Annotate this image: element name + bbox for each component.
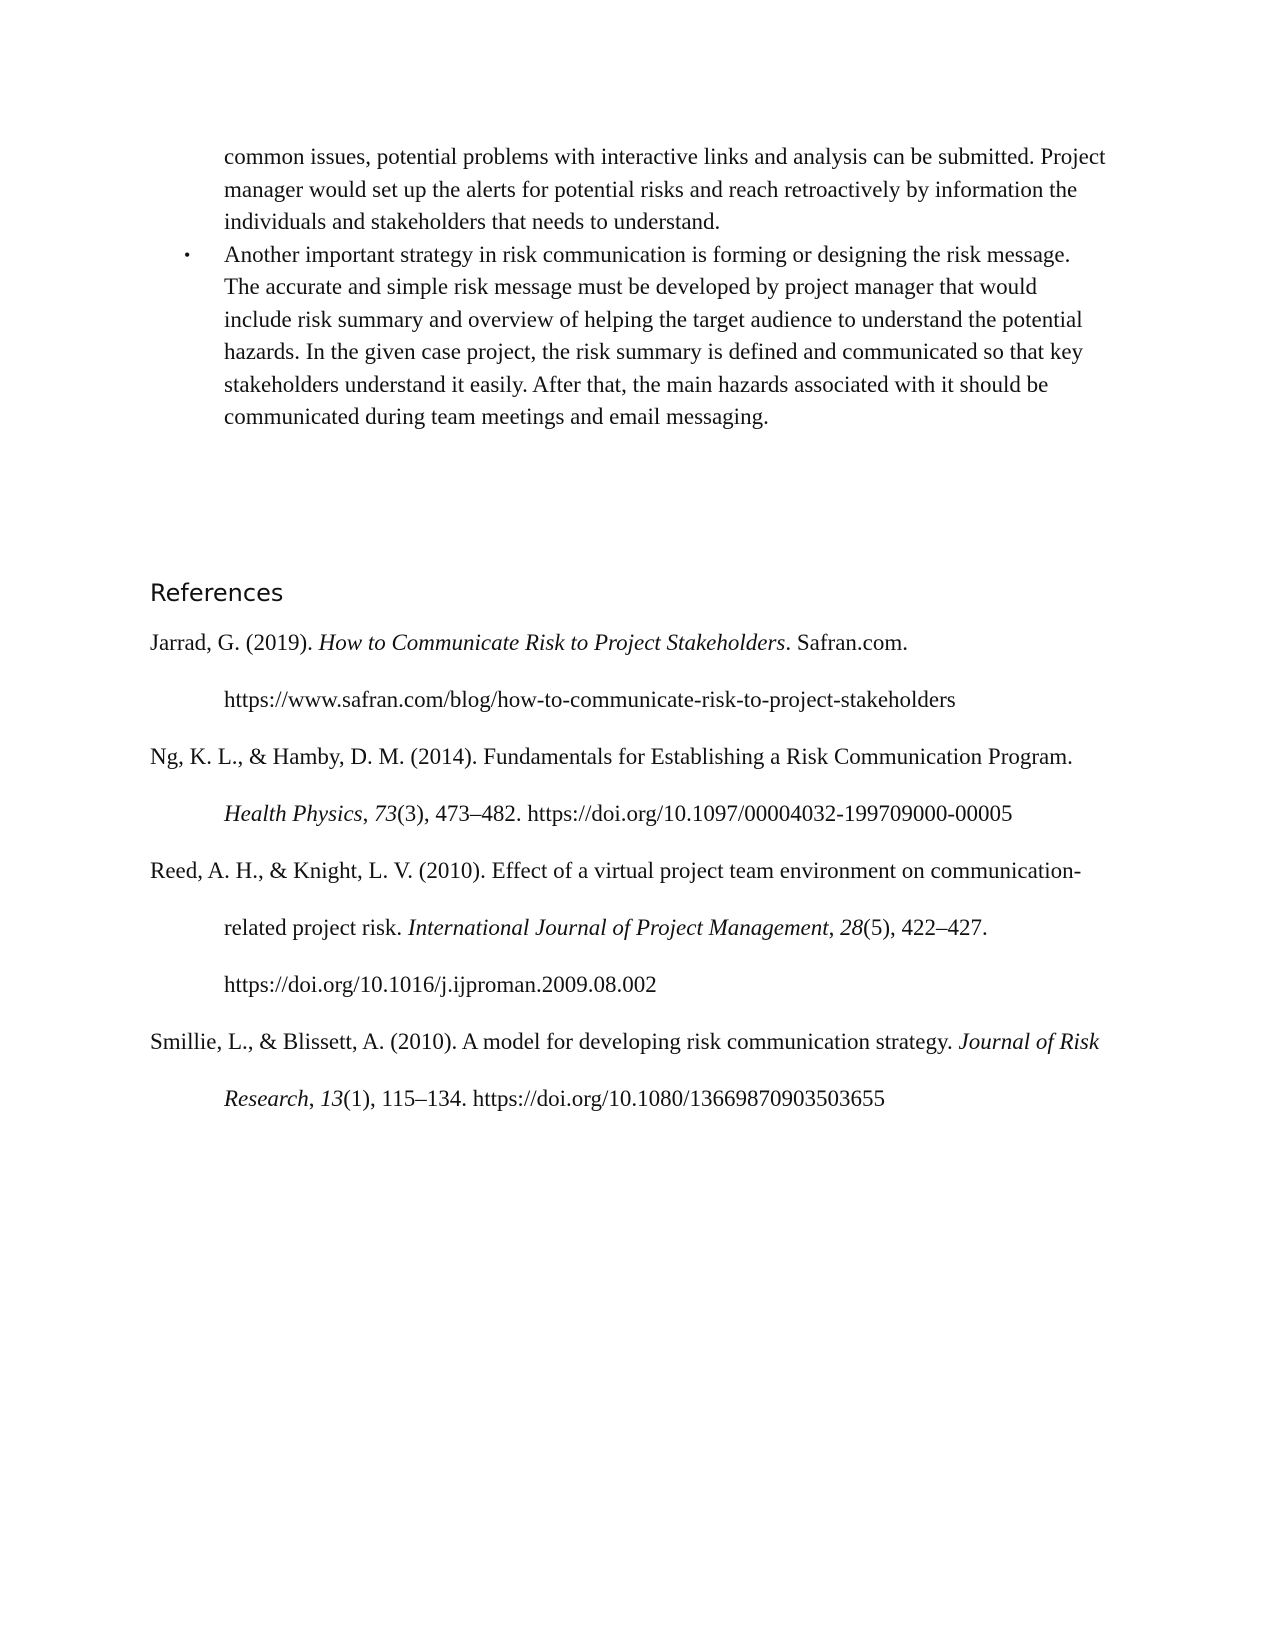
- reference-issue-pages-doi: (3), 473–482. https://doi.org/10.1097/00004032-199709000-00005: [397, 801, 1013, 826]
- reference-journal: Health Physics: [224, 801, 363, 826]
- reference-author-year: Jarrad, G. (2019).: [150, 630, 319, 655]
- reference-source: . Safran.com. https://www.safran.com/blog/how-to-communicate-risk-to-project-stakeholders: [224, 630, 956, 712]
- list-item-continued: [150, 141, 1110, 239]
- reference-author-title: Smillie, L., & Blissett, A. (2010). A model for developing risk communication strategy.: [150, 1029, 959, 1054]
- reference-author-title: Reed, A. H., & Knight, L. V. (2010). Effect of a virtual project team environment on communication-related project risk.: [150, 858, 1082, 940]
- reference-volume: 13: [320, 1086, 344, 1111]
- strategy-list: [150, 141, 1110, 434]
- reference-issue-pages-doi: (5), 422–427. https://doi.org/10.1016/j.ijproman.2009.08.002: [224, 915, 988, 997]
- reference-entry: [150, 1013, 1125, 1127]
- reference-entry: [150, 614, 1125, 728]
- reference-journal: International Journal of Project Management: [407, 915, 829, 940]
- reference-volume: 73: [374, 801, 398, 826]
- list-item-text: common issues, potential problems with interactive links and analysis can be submitted. Project manager would set up the alerts for potential risks and reach retroactively by information the individuals and stakeholders that needs to understand.: [224, 144, 1106, 234]
- reference-entry: [150, 728, 1125, 842]
- reference-separator: ,: [362, 801, 375, 826]
- reference-journal: Journal of Risk Research: [224, 1029, 1100, 1111]
- list-item: [150, 239, 1110, 434]
- reference-author-title: Ng, K. L., & Hamby, D. M. (2014). Fundamentals for Establishing a Risk Communication Program.: [150, 744, 1073, 769]
- reference-issue-pages-doi: (1), 115–134. https://doi.org/10.1080/13669870903503655: [343, 1086, 886, 1111]
- reference-volume: 28: [840, 915, 864, 940]
- reference-separator: ,: [828, 915, 841, 940]
- reference-separator: ,: [308, 1086, 321, 1111]
- references-heading: References: [150, 579, 284, 607]
- reference-list: [150, 614, 1125, 1127]
- list-item-text: Another important strategy in risk communication is forming or designing the risk message. The accurate and simple risk message must be developed by project manager that would include risk summary and overview of helping the target audience to understand the potential hazards. In the given case project, the risk summary is defined and communicated so that key stakeholders understand it easily. After that, the main hazards associated with it should be communicated during team meetings and email messaging.: [224, 241, 1084, 429]
- reference-title: How to Communicate Risk to Project Stakeholders: [318, 630, 786, 655]
- reference-entry: [150, 842, 1125, 1013]
- bullet-icon: •: [184, 244, 191, 265]
